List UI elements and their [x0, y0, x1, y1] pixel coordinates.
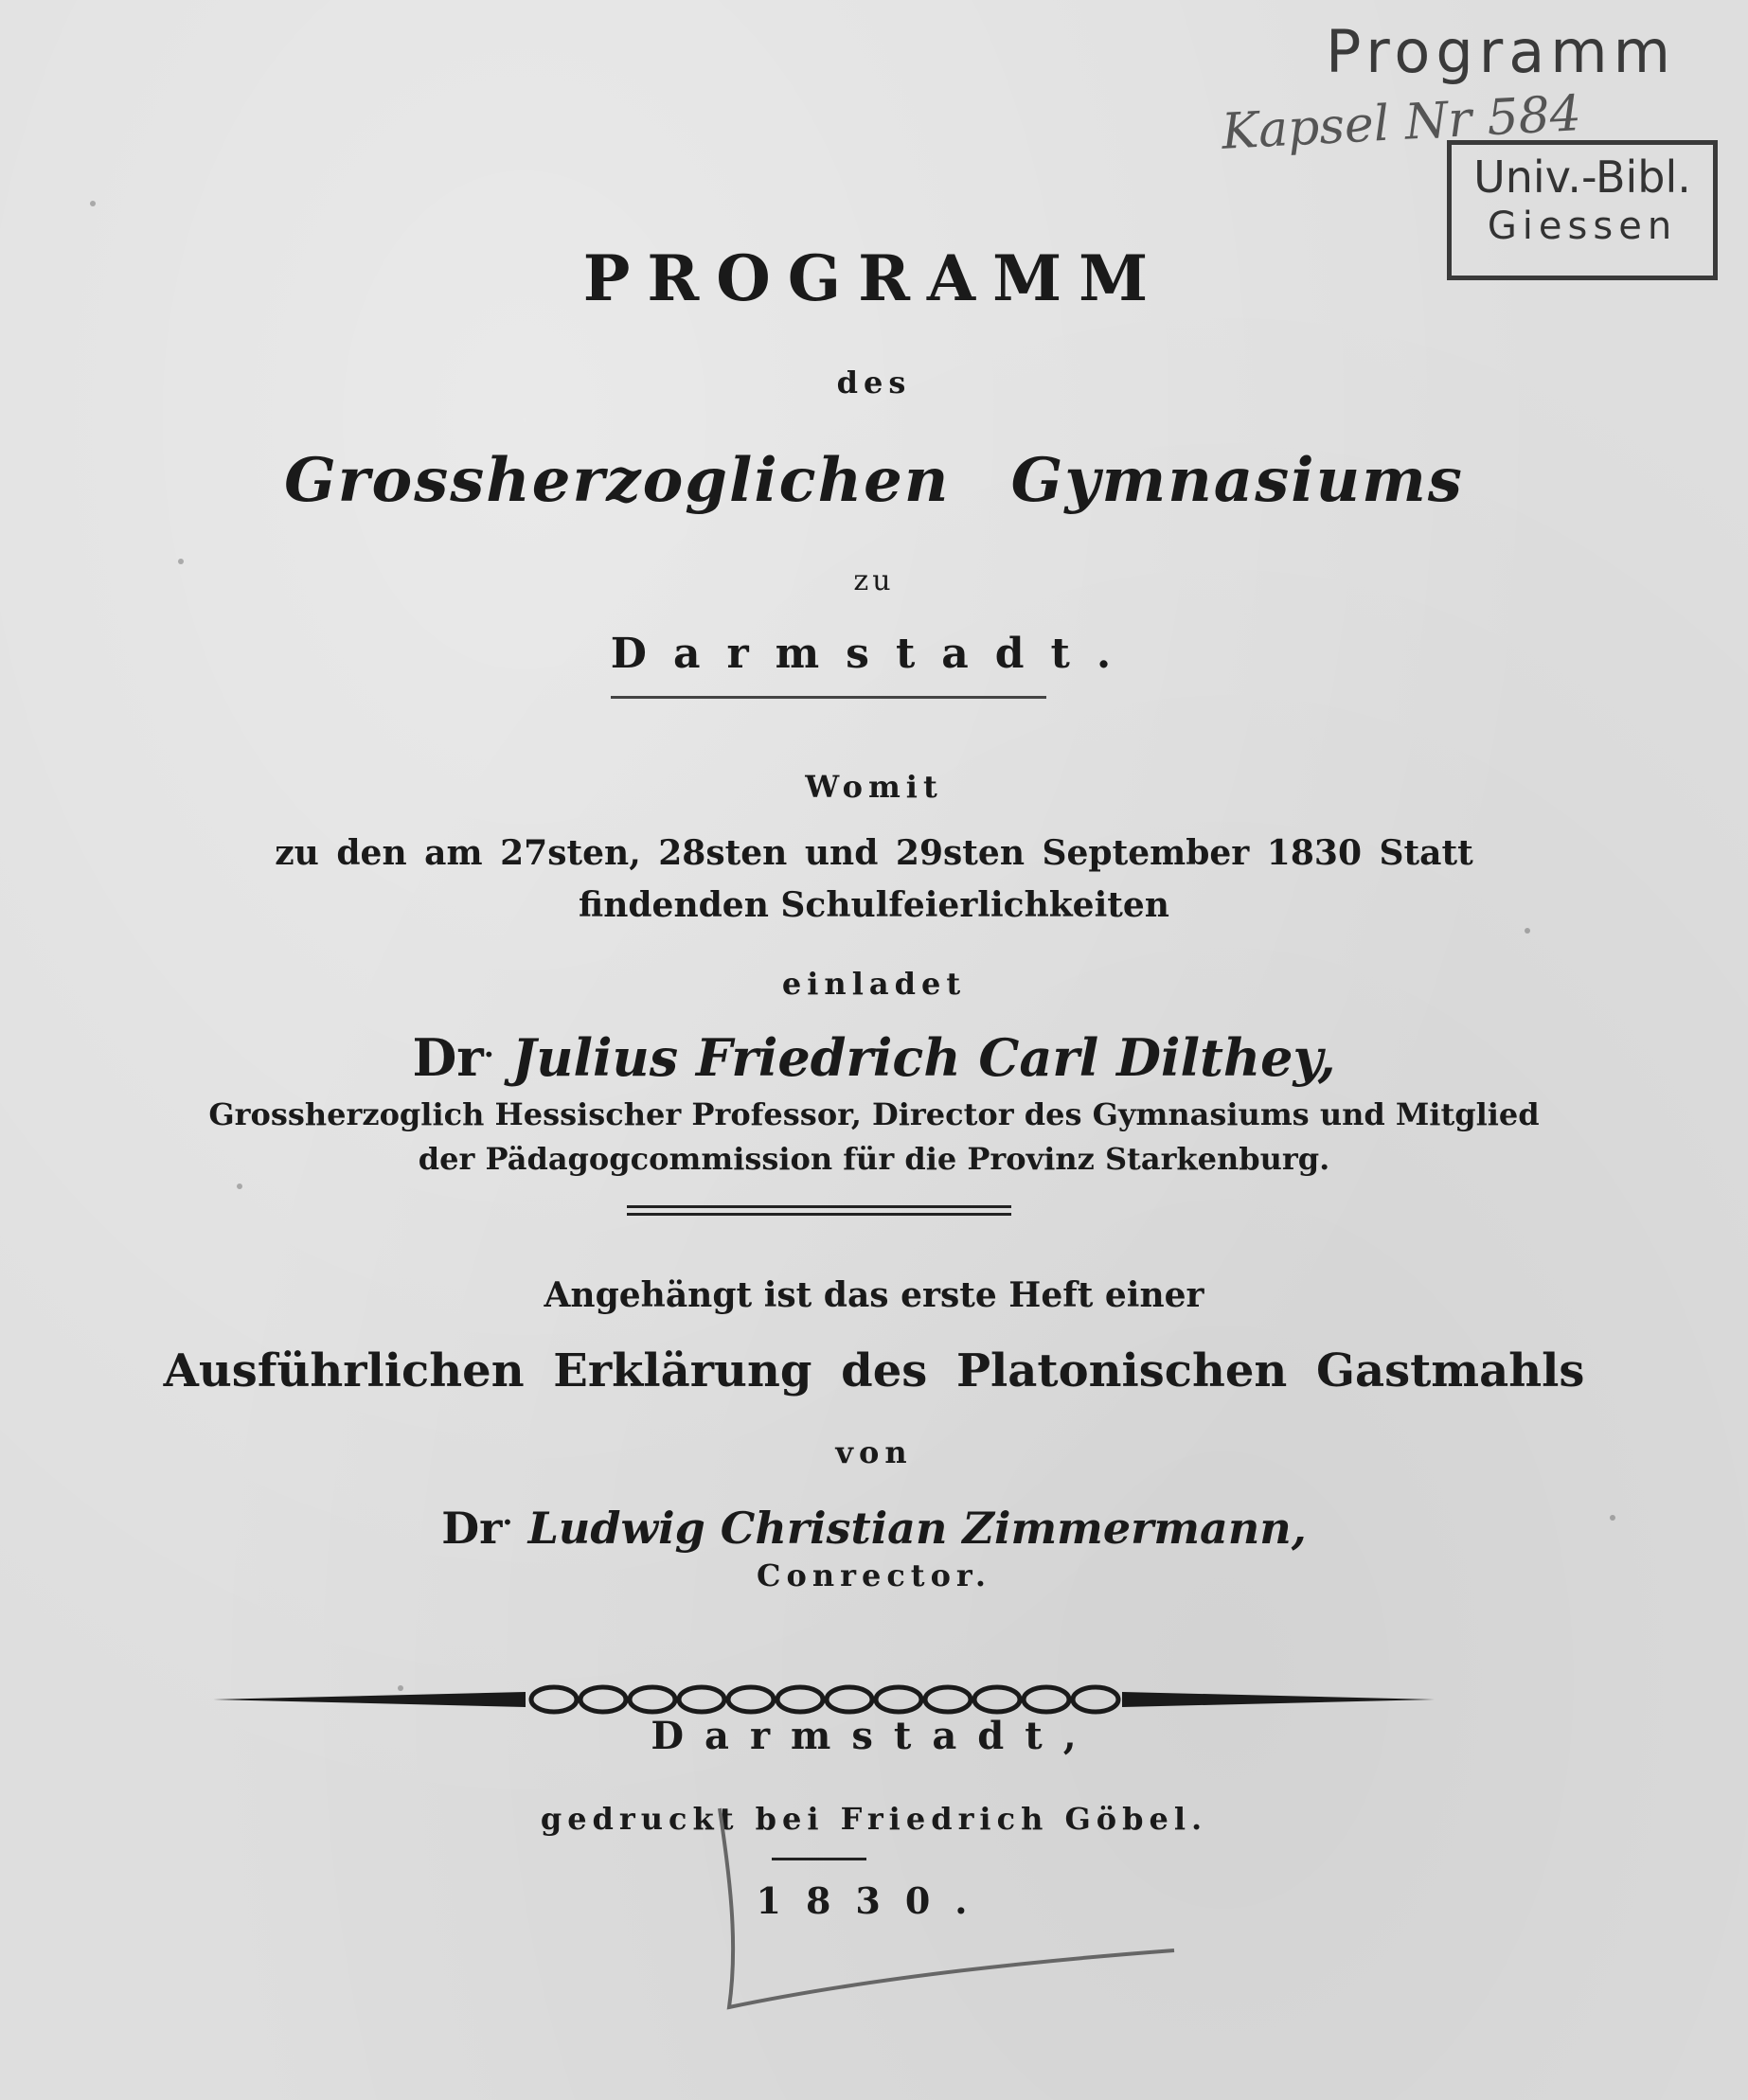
stamp-line-2: Giessen	[1487, 205, 1678, 248]
einladet-text: einladet	[781, 966, 967, 1002]
director-fullname: Julius Friedrich Carl Dilthey,	[511, 1027, 1336, 1088]
appendix-intro: Angehängt ist das erste Heft einer	[544, 1275, 1204, 1315]
invitation-line-1: zu den am 27sten, 28sten und 29sten September 1830 Statt	[275, 833, 1473, 873]
zu-text: zu	[853, 564, 895, 597]
von-text: von	[835, 1434, 913, 1470]
author-name	[0, 1496, 1748, 1554]
city-title: Darmstadt.	[610, 630, 1138, 678]
double-rule-top	[627, 1205, 1011, 1208]
imprint-printer: gedruckt bei Friedrich Göbel.	[540, 1801, 1208, 1837]
pencil-mark	[701, 1799, 1193, 2017]
director-role-2: der Pädagogcommission für die Provinz Starkenburg.	[418, 1141, 1330, 1177]
director-prefix: Dr	[412, 1027, 484, 1088]
paper-speck	[237, 1183, 242, 1189]
invitation-line-2: findenden Schulfeierlichkeiten	[579, 885, 1169, 925]
handwritten-note: Kapsel Nr 584	[1220, 85, 1583, 161]
divider-rule	[611, 696, 1046, 699]
director-role-1: Grossherzoglich Hessischer Professor, Director des Gymnasiums und Mitglied	[208, 1096, 1540, 1132]
appendix-title: Ausführlichen Erklärung des Platonischen Gastmahls	[163, 1344, 1585, 1397]
page-title: PROGRAMM	[582, 241, 1166, 315]
imprint-city: Darmstadt,	[651, 1714, 1097, 1758]
stamp-line-1: Univ.-Bibl.	[1473, 151, 1691, 203]
director-name	[0, 1027, 1748, 1088]
author-prefix: Dr	[441, 1503, 503, 1554]
gymnasium-title: Grossherzoglichen Gymnasiums	[284, 445, 1464, 516]
author-prefix-sup: .	[502, 1496, 513, 1532]
director-prefix-sup: .	[483, 1028, 494, 1064]
paper-speck	[90, 201, 96, 206]
ornament-divider	[213, 1681, 1435, 1718]
paper-speck	[1525, 928, 1530, 934]
author-fullname: Ludwig Christian Zimmermann,	[527, 1503, 1307, 1554]
des-text: des	[836, 365, 912, 400]
author-role: Conrector.	[757, 1557, 991, 1593]
stamp-top-text: Programm	[1326, 17, 1676, 86]
double-rule-bottom	[627, 1213, 1011, 1216]
womit-text: Womit	[805, 769, 943, 805]
imprint-year: 1830.	[756, 1879, 992, 1922]
